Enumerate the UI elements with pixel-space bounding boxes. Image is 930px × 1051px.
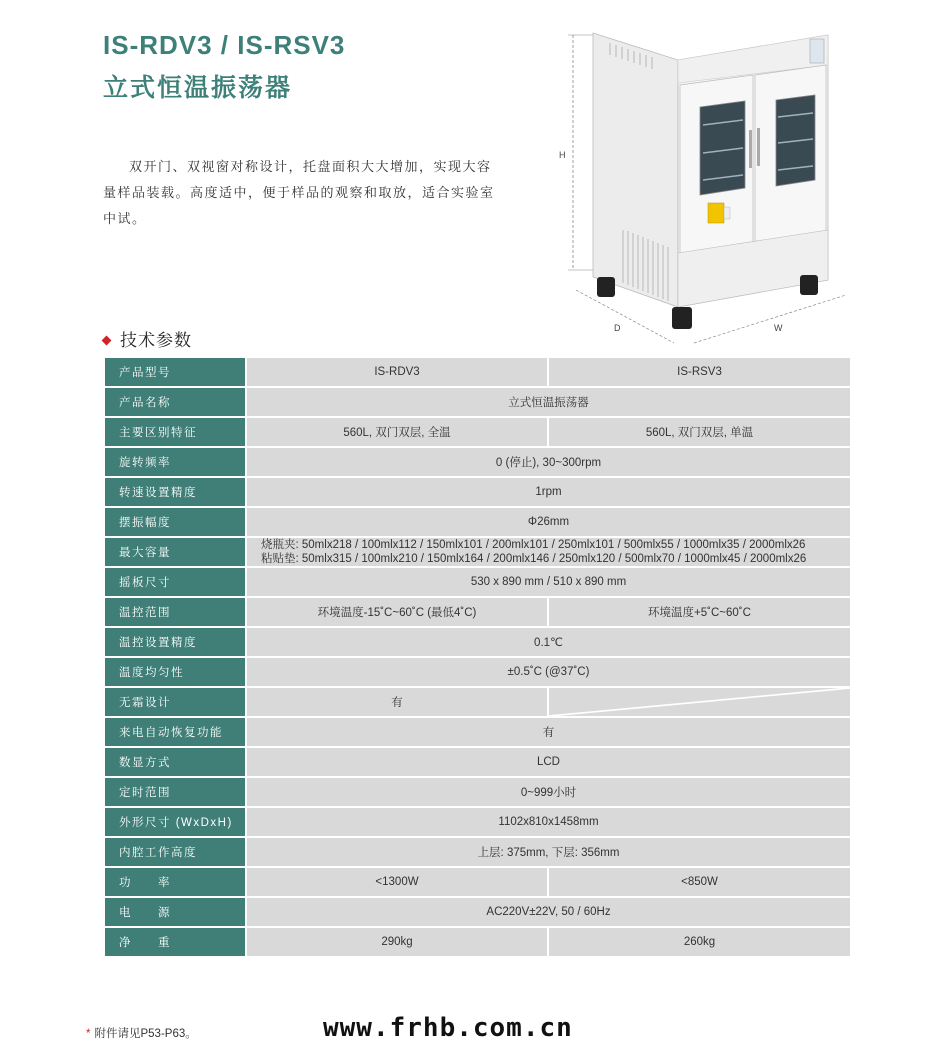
spec-value: 有 xyxy=(246,717,851,747)
capacity-sticky-mat: 粘贴垫: 50mlx315 / 100mlx210 / 150mlx164 / 200mlx146 / 250mlx120 / 500mlx70 / 1000mlx45 / 2000mlx26 xyxy=(261,553,807,565)
spec-label: 来电自动恢复功能 xyxy=(104,717,246,747)
spec-value-rdv3: 560L, 双门双层, 全温 xyxy=(246,417,548,447)
spec-value: Φ26mm xyxy=(246,507,851,537)
spec-value-rsv3: IS-RSV3 xyxy=(548,357,851,387)
spec-table xyxy=(103,356,852,958)
spec-row xyxy=(104,687,851,717)
spec-value: 1102x810x1458mm xyxy=(246,807,851,837)
diamond-bullet-icon xyxy=(102,336,112,346)
spec-row xyxy=(104,747,851,777)
spec-value: ±0.5˚C (@37˚C) xyxy=(246,657,851,687)
product-title: 立式恒温振荡器 xyxy=(103,74,293,102)
spec-label: 温控范围 xyxy=(104,597,246,627)
spec-row xyxy=(104,387,851,417)
spec-value-rsv3: 560L, 双门双层, 单温 xyxy=(548,417,851,447)
spec-value: 0.1℃ xyxy=(246,627,851,657)
spec-label: 净 重 xyxy=(104,927,246,957)
footnote-mark: * xyxy=(86,1028,91,1040)
spec-row xyxy=(104,477,851,507)
spec-row xyxy=(104,597,851,627)
spec-label: 温控设置精度 xyxy=(104,627,246,657)
spec-row xyxy=(104,507,851,537)
spec-value-rdv3: IS-RDV3 xyxy=(246,357,548,387)
dim-d-label: D xyxy=(614,323,621,333)
spec-row xyxy=(104,537,851,567)
footnote xyxy=(86,1025,197,1041)
spec-row xyxy=(104,627,851,657)
spec-label: 外形尺寸 (WxDxH) xyxy=(104,807,246,837)
spec-value-rdv3: <1300W xyxy=(246,867,548,897)
spec-label: 摆振幅度 xyxy=(104,507,246,537)
spec-label: 产品名称 xyxy=(104,387,246,417)
spec-value-rsv3: 260kg xyxy=(548,927,851,957)
spec-row xyxy=(104,807,851,837)
spec-label: 转速设置精度 xyxy=(104,477,246,507)
spec-label: 产品型号 xyxy=(104,357,246,387)
spec-row xyxy=(104,897,851,927)
spec-row xyxy=(104,927,851,957)
spec-label: 数显方式 xyxy=(104,747,246,777)
spec-value-multiline xyxy=(246,537,851,567)
spec-row xyxy=(104,777,851,807)
spec-value-rdv3: 有 xyxy=(246,687,548,717)
product-description: 双开门、双视窗对称设计，托盘面积大大增加，实现大容量样品装载。高度适中，便于样品的观察和取放，适合实验室中试。 xyxy=(103,159,495,226)
dim-w-label: W xyxy=(774,323,783,333)
spec-value: 1rpm xyxy=(246,477,851,507)
spec-value: 0~999小时 xyxy=(246,777,851,807)
spec-value: 上层: 375mm, 下层: 356mm xyxy=(246,837,851,867)
spec-value: AC220V±22V, 50 / 60Hz xyxy=(246,897,851,927)
section-title-text: 技术参数 xyxy=(120,331,192,350)
capacity-flask-clamp: 烧瓶夹: 50mlx218 / 100mlx112 / 150mlx101 / 200mlx101 / 250mlx101 / 500mlx55 / 1000mlx35 / 2000mlx26 xyxy=(261,539,806,551)
spec-label: 摇板尺寸 xyxy=(104,567,246,597)
spec-row xyxy=(104,867,851,897)
spec-row xyxy=(104,417,851,447)
section-title xyxy=(103,326,192,351)
spec-label: 内腔工作高度 xyxy=(104,837,246,867)
spec-label: 温度均匀性 xyxy=(104,657,246,687)
spec-label: 电 源 xyxy=(104,897,246,927)
spec-row xyxy=(104,657,851,687)
spec-label: 定时范围 xyxy=(104,777,246,807)
spec-value: 0 (停止), 30~300rpm xyxy=(246,447,851,477)
dim-h-label: H xyxy=(559,150,566,160)
spec-label: 无霜设计 xyxy=(104,687,246,717)
model-title: IS-RDV3 / IS-RSV3 xyxy=(103,30,346,60)
spec-value: 立式恒温振荡器 xyxy=(246,387,851,417)
not-applicable-cell xyxy=(548,687,851,717)
watermark-url: www.frhb.com.cn xyxy=(323,1013,573,1043)
spec-label: 最大容量 xyxy=(104,537,246,567)
spec-value-rsv3: <850W xyxy=(548,867,851,897)
spec-label: 主要区别特征 xyxy=(104,417,246,447)
spec-value-rdv3: 环境温度-15˚C~60˚C (最低4˚C) xyxy=(246,597,548,627)
spec-label: 旋转频率 xyxy=(104,447,246,477)
spec-value-rdv3: 290kg xyxy=(246,927,548,957)
product-image-shaker-cabinet xyxy=(548,25,850,355)
spec-row xyxy=(104,357,851,387)
spec-value: LCD xyxy=(246,747,851,777)
spec-row xyxy=(104,447,851,477)
spec-row xyxy=(104,837,851,867)
spec-label: 功 率 xyxy=(104,867,246,897)
footnote-text: 附件请见P53-P63。 xyxy=(94,1028,197,1040)
spec-row xyxy=(104,717,851,747)
spec-value: 530 x 890 mm / 510 x 890 mm xyxy=(246,567,851,597)
spec-value-rsv3: 环境温度+5˚C~60˚C xyxy=(548,597,851,627)
spec-row xyxy=(104,567,851,597)
